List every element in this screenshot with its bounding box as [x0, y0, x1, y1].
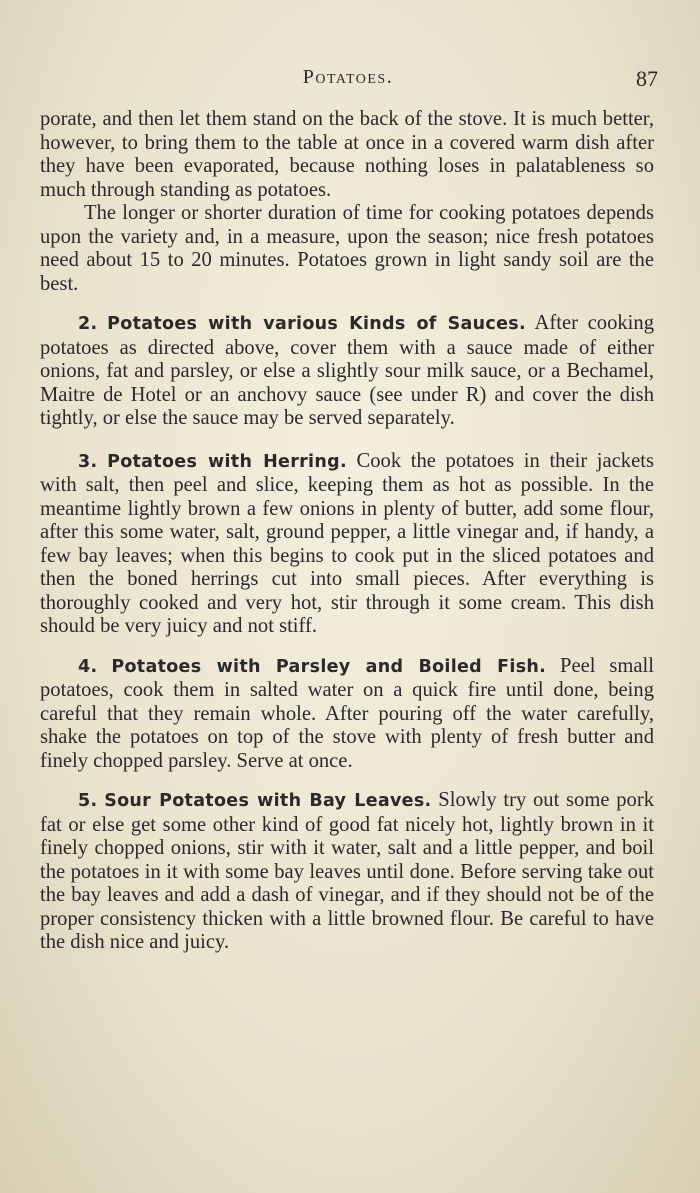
recipe-number: 4. — [78, 656, 98, 677]
recipe-entry — [40, 312, 654, 431]
recipe-text: Peel small potatoes, cook them in salted water on a quick fire until done, being careful that they remain whole. After pouring off the water carefully, shake the potatoes on top of the stove with plenty of fresh butter and finely chopped parsley. Serve at once. — [40, 654, 654, 772]
recipe-entry — [40, 655, 654, 774]
recipe-title: Potatoes with Parsley and Boiled Fish. — [111, 656, 547, 677]
page-body — [40, 108, 654, 955]
recipe-number: 3. — [78, 451, 98, 472]
paragraph: porate, and then let them stand on the back of the stove. It is much better, however, to bring them to the table at once in a covered warm dish after they have been evaporated, because nothing loses in palatableness so much through standing as potatoes. — [40, 108, 654, 201]
recipe-title: Sour Potatoes with Bay Leaves. — [104, 791, 432, 811]
running-head: Potatoes. — [302, 66, 394, 88]
page-header — [38, 66, 658, 96]
paragraph: The longer or shorter duration of time for cooking potatoes depends upon the variety and, in a measure, upon the season; nice fresh potatoes need about 15 to 20 minutes. Potatoes grown in light sandy soil are the best. — [40, 202, 654, 295]
recipe-entry — [40, 450, 654, 639]
page-number: 87 — [636, 66, 658, 91]
recipe-text: Cook the potatoes in their jackets with salt, then peel and slice, keeping them as hot as possible. In the meantime lightly brown a few onions in plenty of butter, add some flour, after this some water, salt, ground pepper, a little vinegar and, if handy, a few bay leaves; when this begins to cook put in the sliced potatoes and then the boned herrings cut into small pieces. After everything is thoroughly cooked and very hot, stir through it some cream. This dish should be very juicy and not stiff. — [40, 449, 654, 637]
recipe-number: 2. — [78, 314, 98, 334]
recipe-text: After cooking potatoes as directed above, cover them with a sauce made of either onions, fat and parsley, or else a slightly sour milk sauce, or a Bechamel, Maitre de Hotel or an anchovy sauce (see under R) and cover the dish tightly, or else the sauce may be served separately. — [40, 312, 654, 429]
recipe-text: Slowly try out some pork fat or else get some other kind of good fat nicely hot, lightly brown in it finely chopped onions, stir with it water, salt and a little pepper, and boil the potatoes in it with some bay leaves until done. Before serving take out the bay leaves and add a dash of vinegar, and if they should not be of the proper consistency thicken with a little browned flour. Be careful to have the dish nice and juicy. — [40, 789, 654, 953]
recipe-title: Potatoes with Herring. — [107, 451, 347, 472]
recipe-title: Potatoes with various Kinds of Sauces. — [107, 314, 526, 334]
recipe-entry — [40, 789, 654, 955]
recipe-number: 5. — [78, 791, 98, 811]
